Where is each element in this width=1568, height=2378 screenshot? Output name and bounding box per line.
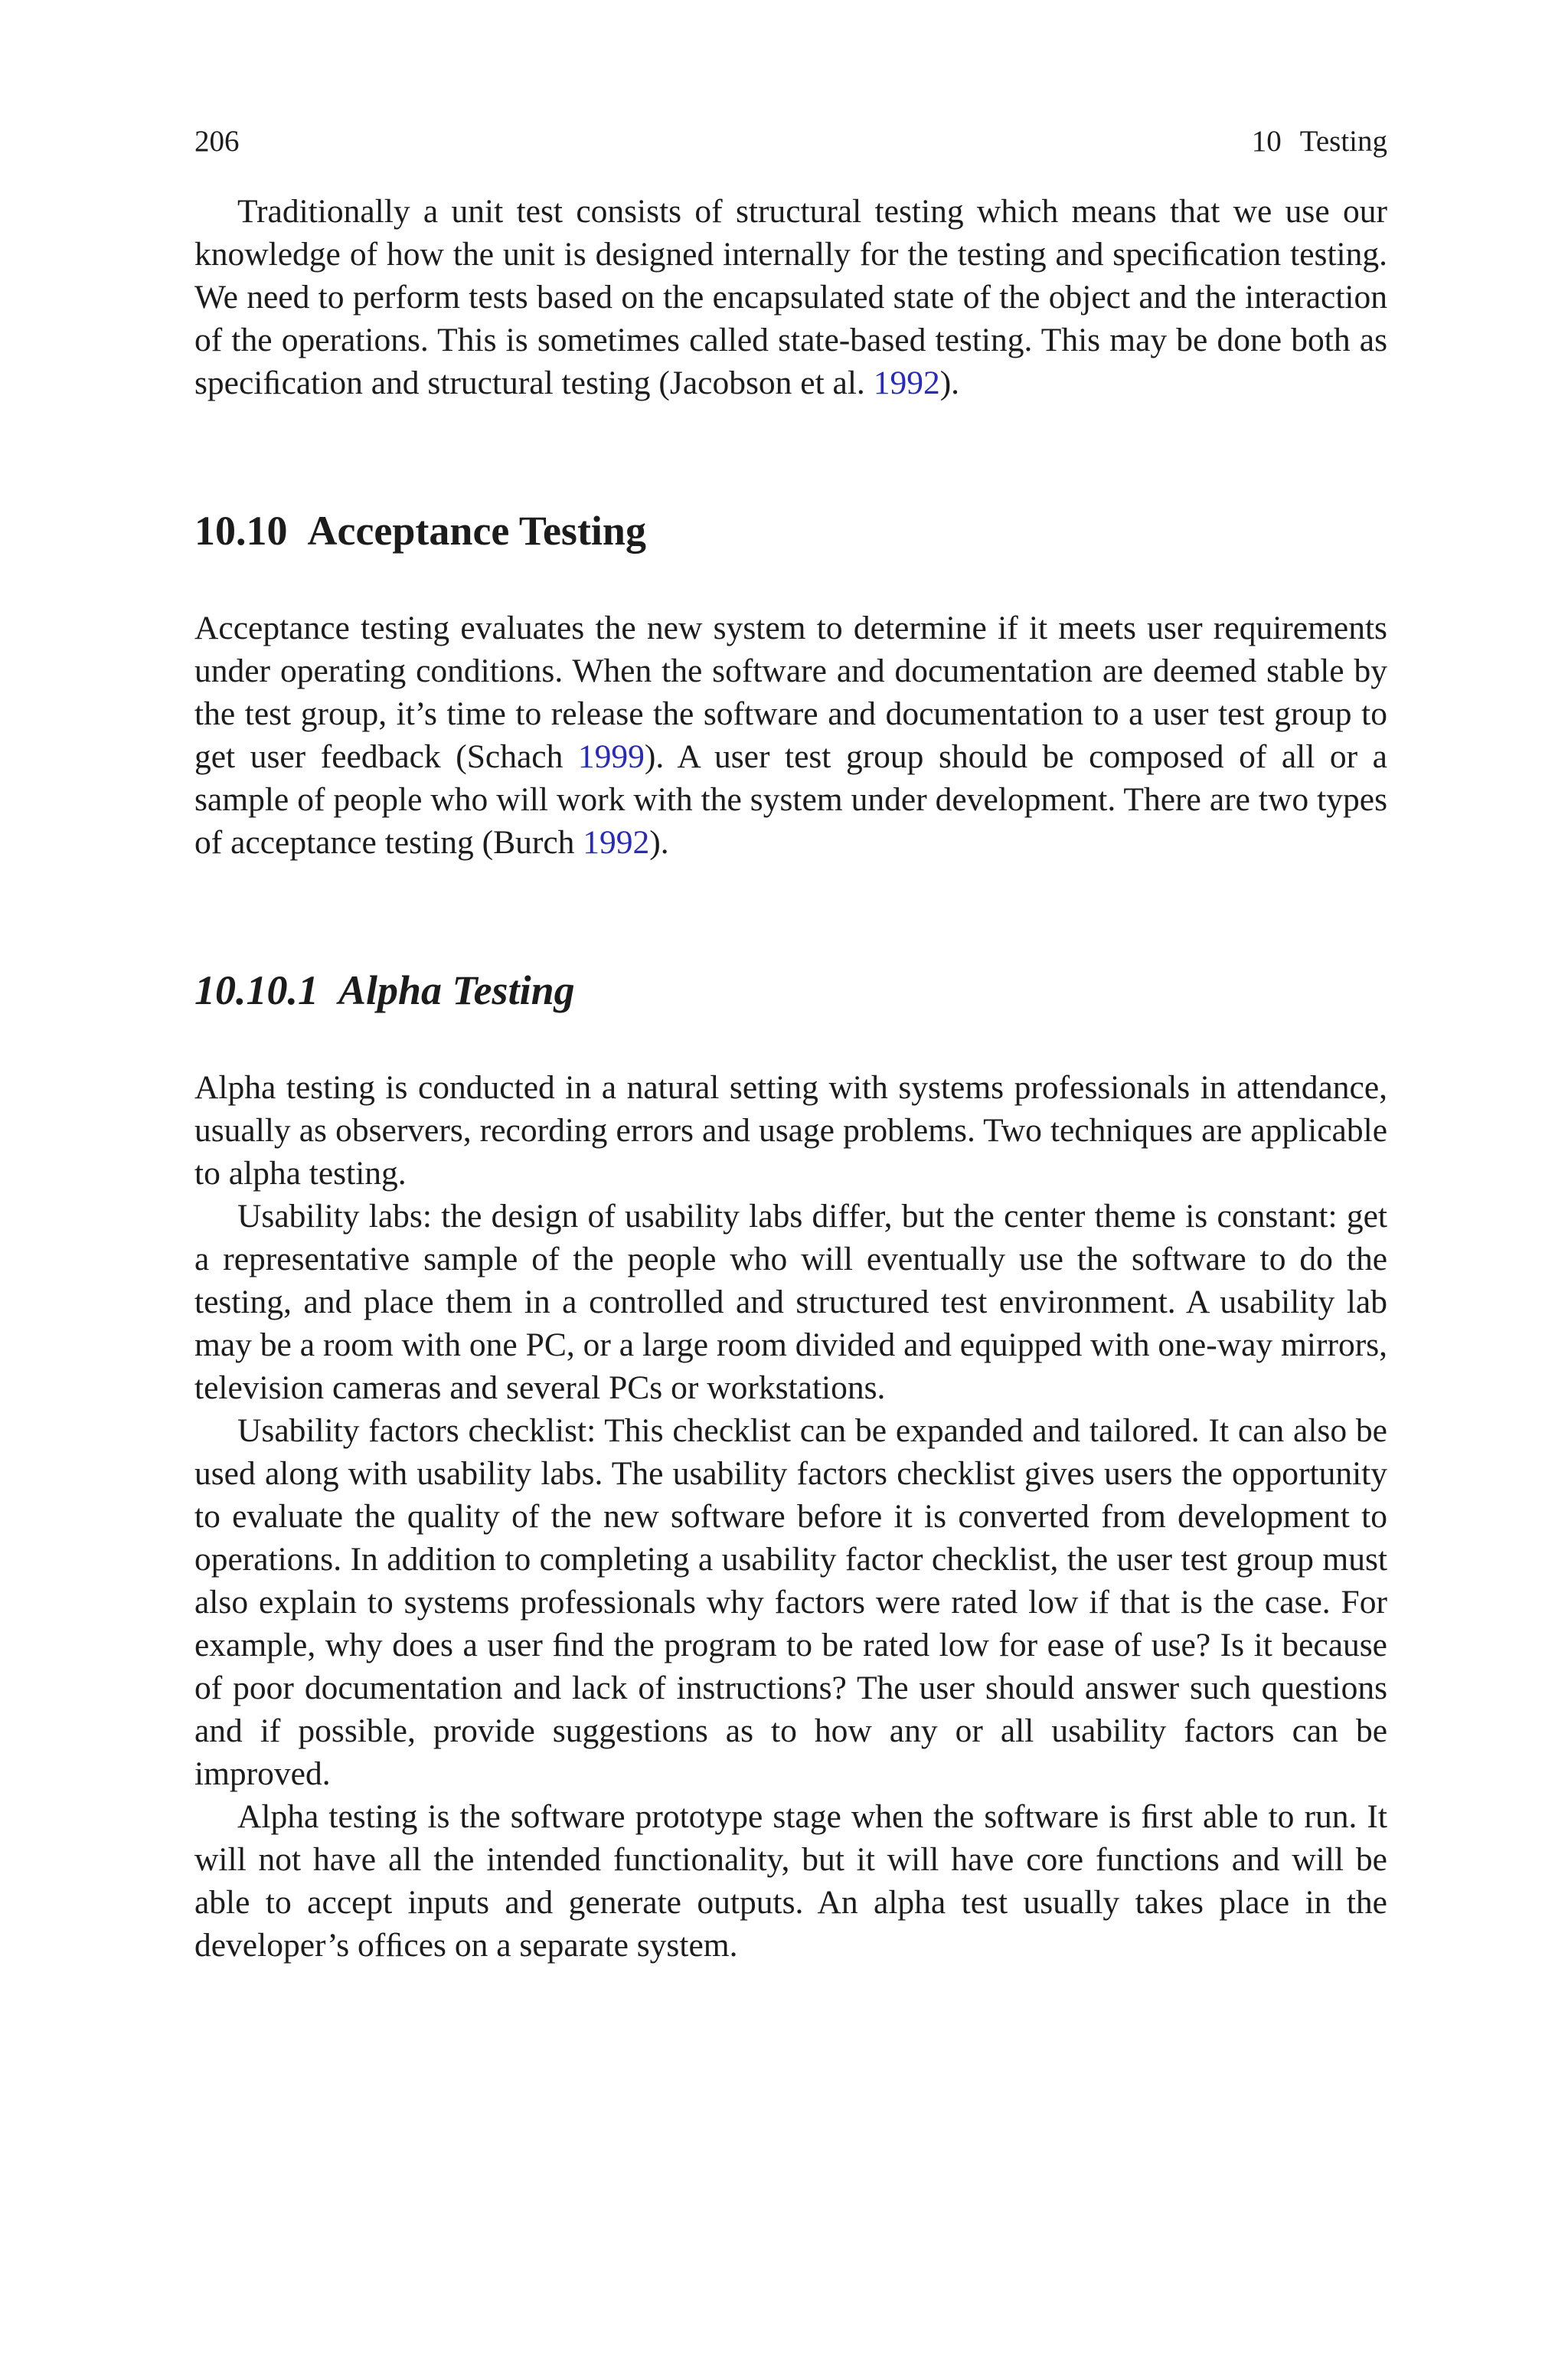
- citation-link-schach-1999[interactable]: 1999: [577, 738, 645, 775]
- section-heading-acceptance-testing: [194, 504, 1387, 558]
- paragraph-alpha-prototype: Alpha testing is the software prototype stage when the software is ﬁrst able to run. It will not have all the intended functionality, but it will have core functions and will be able to accept inputs and generate outputs. An alpha test usually takes place in the developer’s ofﬁces on a separate system.: [194, 1798, 1387, 1964]
- paragraph-usability-checklist: Usability factors checklist: This checklist can be expanded and tailored. It can also be used along with usability labs. The usability factors checklist gives users the opportunity to evaluate the quality of the new software before it is converted from development to operations. In addition to completing a usability factor checklist, the user test group must also explain to systems professionals why factors were rated low if that is the case. For example, why does a user ﬁnd the program to be rated low for ease of use? Is it because of poor documentation and lack of instructions? The user should answer such questions and if possible, provide suggestions as to how any or all usability factors can be improved.: [194, 1412, 1387, 1792]
- paragraph-usability-labs: Usability labs: the design of usability labs differ, but the center theme is constant: get a representative sample of the people who will eventually use the software to do the testing, and place them in a controlled and structured test environment. A usability lab may be a room with one PC, or a large room divided and equipped with one-way mirrors, television cameras and several PCs or workstations.: [194, 1198, 1387, 1406]
- paragraph-alpha-intro: Alpha testing is conducted in a natural setting with systems professionals in attendance, usually as observers, recording errors and usage problems. Two techniques are applicable to alpha testing.: [194, 1069, 1387, 1192]
- subsection-heading-alpha-testing: [194, 963, 1387, 1017]
- subsection-number: 10.10.1: [194, 967, 318, 1013]
- page-number: 206: [194, 125, 240, 158]
- subsection-title: Alpha Testing: [338, 967, 575, 1013]
- paragraph-unit-test: [194, 190, 1387, 404]
- section-number: 10.10: [194, 508, 288, 554]
- citation-link-jacobson-1992[interactable]: 1992: [873, 365, 940, 401]
- paragraph-text: Traditionally a unit test consists of structural testing which means that we use our knowledge of how the unit is designed internally for the testing and speciﬁcation testing. We need to perform tests based on the encapsulated state of the object and the interaction of the operations. This is sometimes called state-based testing. This may be done both as speciﬁcation and structural testing (Jacobson et al.: [194, 193, 1387, 401]
- page-body: [194, 190, 1387, 1967]
- chapter-title: Testing: [1299, 125, 1387, 158]
- paragraph-text: ).: [649, 824, 669, 861]
- running-head: [194, 123, 1387, 161]
- paragraph-text: ).: [939, 365, 960, 401]
- chapter-reference: [1252, 123, 1387, 161]
- section-title: Acceptance Testing: [307, 508, 646, 554]
- paragraph-acceptance: [194, 607, 1387, 864]
- citation-link-burch-1992[interactable]: 1992: [583, 824, 650, 861]
- paragraph-text: Acceptance testing evaluates the new system to determine if it meets user requirements under operating conditions. When the software and documentation are deemed stable by the test group, it’s time to release the software and documentation to a user test group to get user feedback (Schach: [194, 610, 1387, 775]
- paragraph-text: ). A user test group should be composed of all or a sample of people who will work with the system under development. There are two types of acceptance testing (Burch: [194, 738, 1387, 861]
- chapter-number: 10: [1251, 125, 1282, 158]
